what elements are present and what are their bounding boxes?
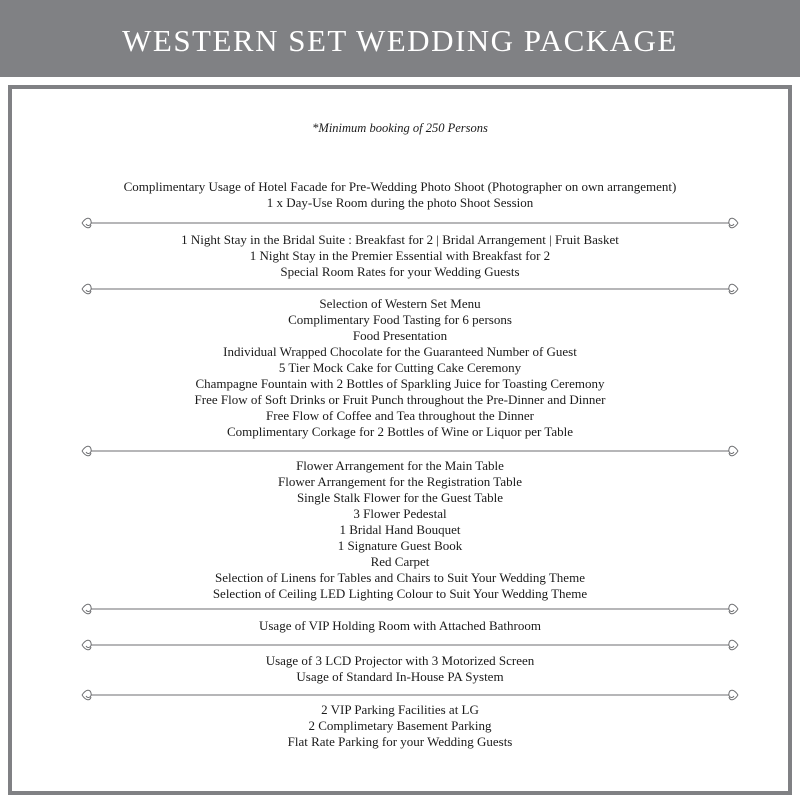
ornamental-divider	[80, 215, 740, 231]
package-item: Free Flow of Coffee and Tea throughout the Dinner	[266, 408, 534, 423]
ornamental-divider	[80, 637, 740, 653]
package-item: Flower Arrangement for the Registration Table	[278, 474, 522, 489]
package-item: Usage of Standard In-House PA System	[296, 669, 504, 684]
package-item: Usage of VIP Holding Room with Attached Bathroom	[258, 618, 541, 633]
package-item: Flat Rate Parking for your Wedding Guests	[287, 734, 513, 749]
package-item: 2 VIP Parking Facilities at LG	[321, 702, 479, 717]
package-section	[0, 296, 800, 440]
package-item: Complimentary Corkage for 2 Bottles of Wine or Liquor per Table	[226, 424, 574, 439]
package-section	[0, 232, 800, 280]
package-section	[0, 653, 800, 685]
package-item: Selection of Western Set Menu	[319, 296, 481, 311]
ornamental-divider	[80, 601, 740, 617]
package-item: Flower Arrangement for the Main Table	[296, 458, 504, 473]
package-item: Special Room Rates for your Wedding Guests	[280, 264, 520, 279]
package-item: 2 Complimetary Basement Parking	[308, 718, 492, 733]
package-item: Red Carpet	[370, 554, 430, 569]
page-title: WESTERN SET WEDDING PACKAGE	[122, 22, 678, 58]
package-item: 1 Signature Guest Book	[337, 538, 463, 553]
package-item: Single Stalk Flower for the Guest Table	[296, 490, 504, 505]
package-item: 5 Tier Mock Cake for Cutting Cake Ceremony	[278, 360, 522, 375]
package-item: Food Presentation	[352, 328, 448, 343]
package-item: 3 Flower Pedestal	[353, 506, 447, 521]
package-item: Selection of Linens for Tables and Chairs to Suit Your Wedding Theme	[215, 570, 585, 585]
package-section	[0, 458, 800, 602]
package-item: 1 Night Stay in the Bridal Suite : Breakfast for 2 | Bridal Arrangement | Fruit Basket	[181, 232, 619, 247]
package-item: Complimentary Food Tasting for 6 persons	[288, 312, 512, 327]
package-item: 1 Bridal Hand Bouquet	[339, 522, 461, 537]
ornamental-divider	[80, 443, 740, 459]
package-item: Complimentary Usage of Hotel Facade for Pre-Wedding Photo Shoot (Photographer on own arrangement)	[123, 179, 677, 194]
package-item: 1 Night Stay in the Premier Essential with Breakfast for 2	[249, 248, 551, 263]
package-section	[0, 179, 800, 211]
package-item: Selection of Ceiling LED Lighting Colour to Suit Your Wedding Theme	[212, 586, 588, 601]
package-section	[0, 618, 800, 634]
ornamental-divider	[80, 687, 740, 703]
package-item: Usage of 3 LCD Projector with 3 Motorized Screen	[265, 653, 535, 668]
package-item: 1 x Day-Use Room during the photo Shoot Session	[266, 195, 534, 210]
package-section	[0, 702, 800, 750]
package-item: Free Flow of Soft Drinks or Fruit Punch throughout the Pre-Dinner and Dinner	[194, 392, 606, 407]
minimum-booking-note: *Minimum booking of 250 Persons	[312, 121, 488, 135]
ornamental-divider	[80, 281, 740, 297]
title-banner	[0, 0, 800, 77]
package-item: Champagne Fountain with 2 Bottles of Sparkling Juice for Toasting Ceremony	[195, 376, 605, 391]
package-item: Individual Wrapped Chocolate for the Guaranteed Number of Guest	[223, 344, 577, 359]
